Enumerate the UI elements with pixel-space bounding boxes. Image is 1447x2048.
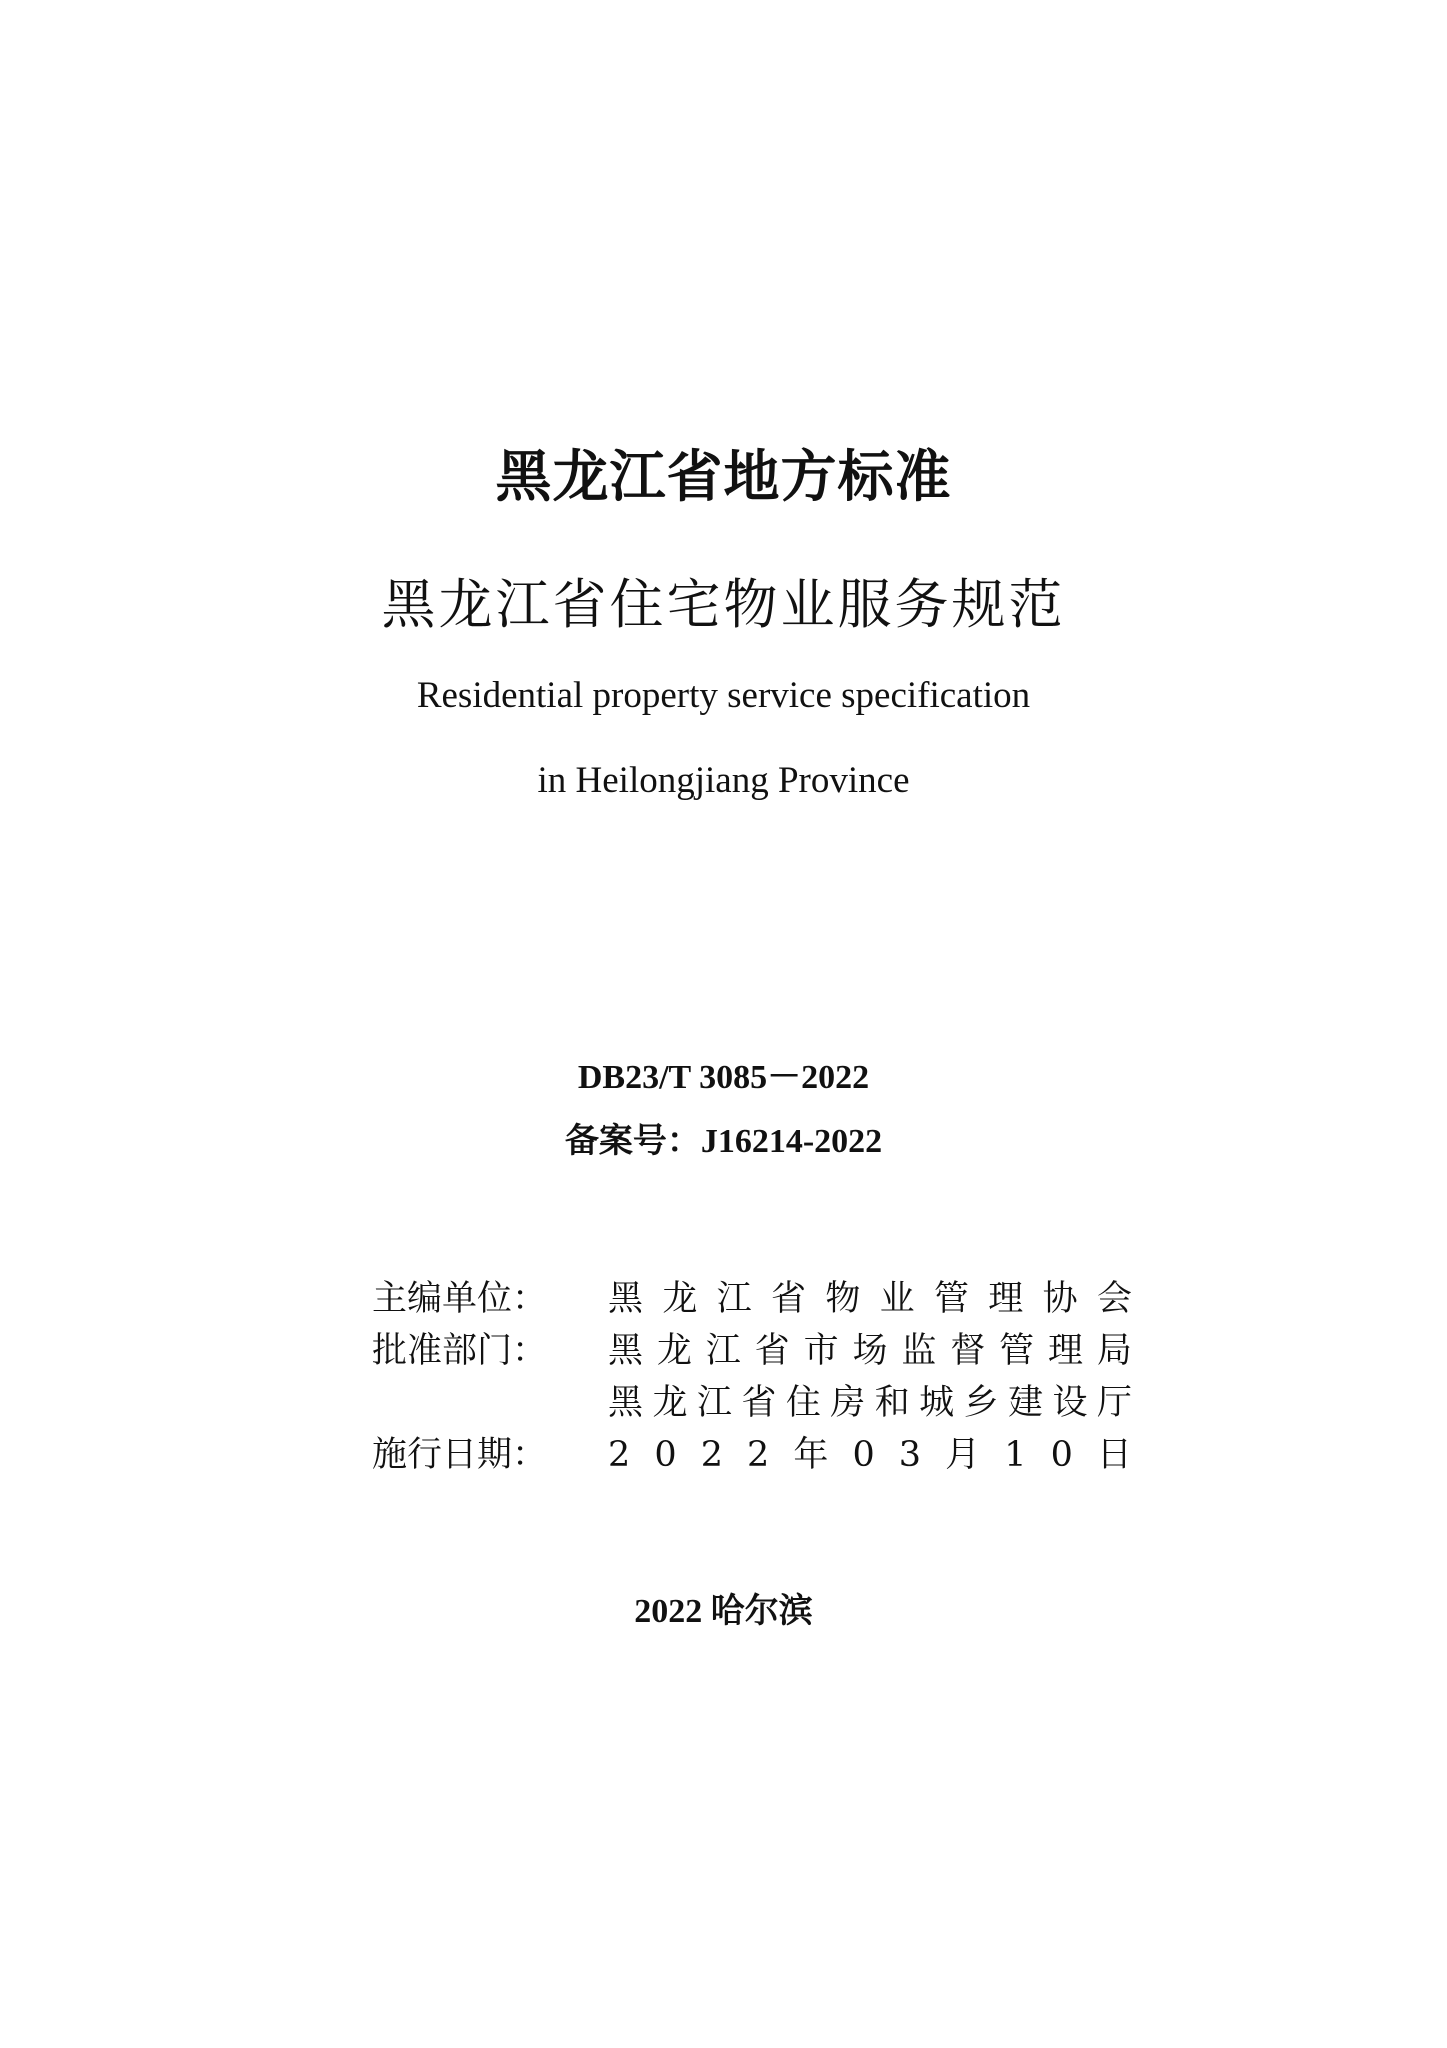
glyph: 黑 bbox=[608, 1383, 644, 1423]
glyph: 理 bbox=[988, 1279, 1024, 1319]
glyph: 设 bbox=[1052, 1383, 1088, 1423]
glyph: 乡 bbox=[963, 1383, 999, 1423]
glyph: 场 bbox=[852, 1331, 888, 1371]
glyph: 龙 bbox=[662, 1279, 698, 1319]
glyph: 2 bbox=[608, 1435, 631, 1475]
editor-label: 主编单位： bbox=[372, 1279, 548, 1319]
glyph: 市 bbox=[803, 1331, 839, 1371]
approver-value-1 bbox=[608, 1325, 1132, 1377]
glyph: 建 bbox=[1008, 1383, 1044, 1423]
glyph: 龙 bbox=[652, 1383, 688, 1423]
glyph: 江 bbox=[716, 1279, 752, 1319]
glyph: 省 bbox=[770, 1279, 806, 1319]
glyph: 0 bbox=[852, 1435, 875, 1475]
glyph: 3 bbox=[898, 1435, 922, 1475]
glyph: 省 bbox=[754, 1331, 790, 1371]
document-title-chinese: 黑龙江省住宅物业服务规范 bbox=[381, 573, 1066, 636]
approver-label-spacer bbox=[372, 1377, 608, 1429]
glyph: 0 bbox=[654, 1435, 677, 1475]
glyph: 协 bbox=[1042, 1279, 1078, 1319]
publication-place-year: 2022 哈尔滨 bbox=[634, 1593, 813, 1630]
glyph: 省 bbox=[741, 1383, 777, 1423]
glyph: 厅 bbox=[1096, 1383, 1132, 1423]
effective-date-value bbox=[608, 1429, 1132, 1481]
approver-row-2 bbox=[372, 1377, 1132, 1429]
glyph: 住 bbox=[785, 1383, 821, 1423]
document-title-english-line-2: in Heilongjiang Province bbox=[537, 760, 910, 801]
approver-label: 批准部门： bbox=[372, 1331, 548, 1371]
glyph: 2 bbox=[747, 1435, 770, 1475]
glyph: 江 bbox=[705, 1331, 741, 1371]
glyph: 年 bbox=[793, 1435, 829, 1475]
glyph: 业 bbox=[879, 1279, 915, 1319]
glyph: 日 bbox=[1096, 1435, 1132, 1475]
glyph: 黑 bbox=[608, 1331, 644, 1371]
glyph: 2 bbox=[700, 1435, 723, 1475]
glyph: 管 bbox=[999, 1331, 1035, 1371]
effective-date-row bbox=[372, 1429, 1132, 1481]
filing-number: 备案号：J16214-2022 bbox=[564, 1123, 883, 1160]
glyph: 物 bbox=[825, 1279, 861, 1319]
glyph: 和 bbox=[874, 1383, 910, 1423]
document-category-title: 黑龙江省地方标准 bbox=[495, 445, 952, 510]
glyph: 会 bbox=[1096, 1279, 1132, 1319]
glyph: 理 bbox=[1048, 1331, 1084, 1371]
document-title-english-line-1: Residential property service specification bbox=[416, 675, 1031, 716]
glyph: 0 bbox=[1050, 1435, 1073, 1475]
glyph: 监 bbox=[901, 1331, 937, 1371]
glyph: 江 bbox=[696, 1383, 732, 1423]
glyph: 城 bbox=[919, 1383, 955, 1423]
editor-value bbox=[608, 1273, 1132, 1325]
glyph: 督 bbox=[950, 1331, 986, 1371]
standard-number: DB23/T 3085－2022 bbox=[577, 1059, 870, 1096]
glyph: 龙 bbox=[656, 1331, 692, 1371]
glyph: 管 bbox=[933, 1279, 969, 1319]
glyph: 1 bbox=[1004, 1435, 1027, 1475]
document-info-block bbox=[372, 1273, 1132, 1481]
approver-row bbox=[372, 1325, 1132, 1377]
approver-value-2 bbox=[608, 1377, 1132, 1429]
effective-date-label: 施行日期： bbox=[372, 1435, 548, 1475]
editor-row bbox=[372, 1273, 1132, 1325]
glyph: 黑 bbox=[608, 1279, 644, 1319]
glyph: 月 bbox=[945, 1435, 981, 1475]
glyph: 局 bbox=[1096, 1331, 1132, 1371]
glyph: 房 bbox=[830, 1383, 866, 1423]
